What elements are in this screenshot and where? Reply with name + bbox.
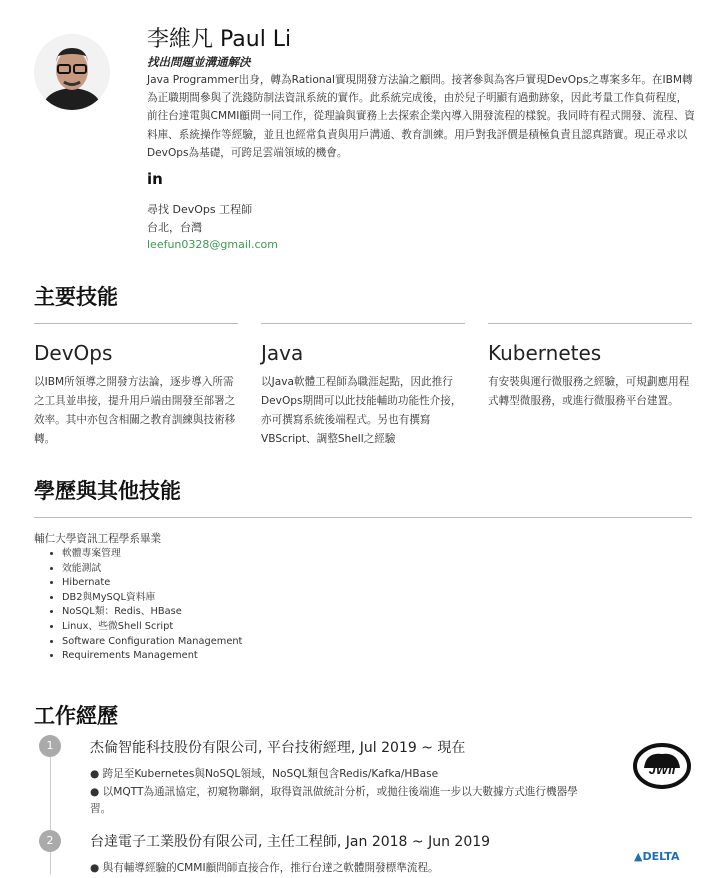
job-bullet: ● 跨足至Kubernetes與NoSQL領域，NoSQL類包含Redis/Kafka/HBase — [90, 768, 439, 780]
list-item: • Linux、些微Shell Script — [62, 620, 242, 635]
company-logo-delta: ▲DELTA — [634, 850, 680, 863]
divider — [34, 517, 692, 518]
job-bullet: ● 與有輔導經驗的CMMI顧問師直接合作，推行台達之軟體開發標準流程。 — [90, 862, 439, 874]
skills-heading: 主要技能 — [34, 285, 118, 309]
divider — [34, 323, 238, 324]
skill-title: DevOps — [34, 341, 113, 365]
location-text: 台北，台灣 — [147, 220, 202, 234]
contact-info — [147, 201, 278, 254]
list-item: • Requirements Management — [62, 649, 242, 664]
education-section — [34, 531, 242, 664]
profile-name: 李維凡 Paul Li — [147, 27, 292, 52]
svg-text:JWII: JWII — [648, 762, 676, 777]
divider — [488, 323, 692, 324]
divider — [261, 323, 465, 324]
seeking-text: 尋找 DevOps 工程師 — [147, 203, 253, 216]
email-link[interactable]: leefun0328@gmail.com — [147, 238, 278, 251]
skill-desc: 有安裝與運行微服務之經驗，可規劃應用程式轉型微服務，或進行微服務平台建置。 — [488, 376, 690, 407]
list-item: • Software Configuration Management — [62, 635, 242, 650]
job-title: 杰倫智能科技股份有限公司, 平台技術經理, Jul 2019 ~ 現在 — [90, 740, 466, 756]
list-item: • 效能測試 — [62, 562, 242, 577]
linkedin-icon[interactable]: in — [147, 170, 163, 188]
skill-desc: 以IBM所領導之開發方法論，逐步導入所需之工具並串接，提升用戶端由開發至部署之效率。其中亦包含相關之教育訓練與技術移轉。 — [34, 376, 236, 445]
profile-tagline: 找出問題並溝通解決 — [147, 55, 251, 69]
skill-desc: 以Java軟體工程師為職涯起點，因此推行DevOps期間可以此技能輔助功能性介接，亦可撰寫系統後端程式。另也有撰寫VBScript、調整Shell之經驗 — [261, 376, 462, 445]
job-bullet: ● 以MQTT為通訊協定，初窺物聯網，取得資訊做統計分析，或拋往後端進一步以大數據方式進行機器學習。 — [90, 785, 578, 815]
job-title: 台達電子工業股份有限公司, 主任工程師, Jan 2018 ~ Jun 2019 — [90, 834, 491, 850]
skill-card — [488, 341, 692, 411]
skill-title: Kubernetes — [488, 341, 602, 365]
skill-card — [261, 341, 465, 449]
job-entry — [90, 737, 590, 819]
list-item: • Hibernate — [62, 576, 242, 591]
profile-photo — [34, 34, 110, 110]
job-entry — [90, 831, 590, 878]
timeline-marker: 2 — [39, 830, 61, 852]
timeline-marker: 1 — [39, 735, 61, 757]
profile-summary: Java Programmer出身，轉為Rational實現開發方法論之顧問。接著參與為客戶實現DevOps之專案多年。在IBM轉為正職期間參與了洗錢防制法資訊系統的實作。此系統完成後，由於兒子明顯有過動跡象，因此考量工作負荷程度，前往台達電與CMMI顧問一同工作，從理論與實務上去探索企業內導入開發流程的樣貌。我同時有程式開發、流程、資料庫、系統操作等經驗，並且也經常負責與用戶溝通、教育訓練。用戶對我評價是積極負責且認真踏實。現正尋求以DevOps為基礎，可跨足雲端領域的機會。 — [147, 74, 695, 159]
education-heading: 學歷與其他技能 — [34, 479, 181, 503]
list-item: • NoSQL類：Redis、HBase — [62, 605, 242, 620]
company-logo-jwii — [632, 742, 692, 794]
list-item: • 軟體專案管理 — [62, 547, 242, 562]
list-item: • DB2與MySQL資料庫 — [62, 591, 242, 606]
degree: 輔仁大學資訊工程學系畢業 — [34, 533, 162, 545]
skill-card — [34, 341, 238, 449]
work-heading: 工作經歷 — [34, 704, 118, 728]
skill-title: Java — [261, 341, 304, 365]
